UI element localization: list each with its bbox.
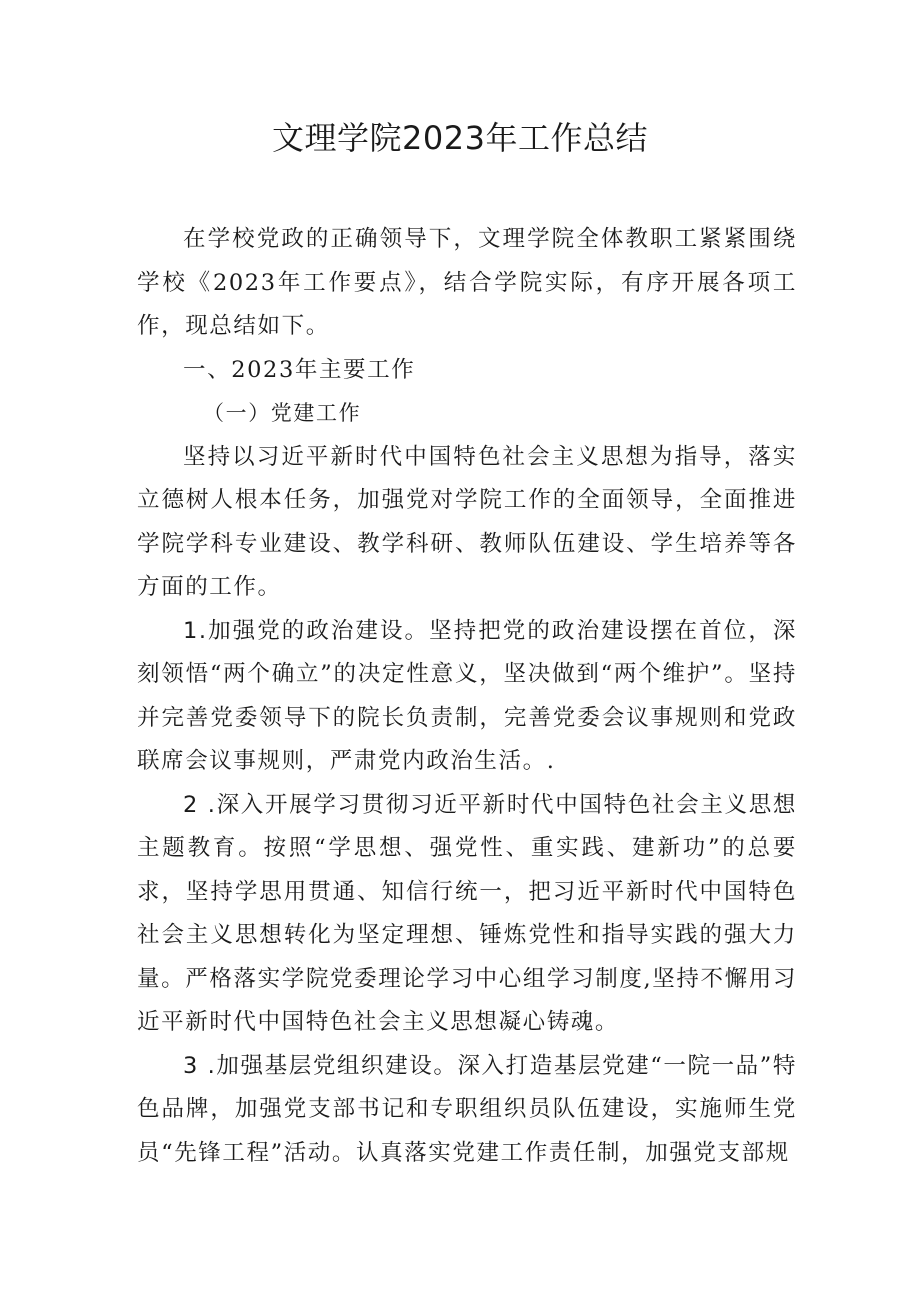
item-text: 按照“学思想、强党性、重实践、建新功”的总要求，坚持学思用贯通、知信行统一，把习近平新时代中国特色社会主义思想转化为坚定理想、锤炼党性和指导实践的强大力量。严格落实学院党委理论学习中心组学习制度,坚持不懈用习近平新时代中国特色社会主义思想凝心铸魂。 [137, 835, 797, 1035]
item-lead: 3 .加强基层党组织建设。 [183, 1052, 458, 1079]
list-item-thematic-education [137, 784, 797, 1045]
intro-paragraph: 在学校党政的正确领导下，文理学院全体教职工紧紧围绕学校《2023年工作要点》，结合学院实际，有序开展各项工作，现总结如下。 [137, 226, 797, 339]
item-lead: 1.加强党的政治建设。 [183, 617, 430, 644]
document-title: 文理学院2023年工作总结 [272, 119, 648, 157]
subsection-heading-party-building: （一）党建工作 [203, 401, 362, 425]
document-body [137, 218, 797, 1175]
item-lead: 2 .深入开展学习贯彻习近平新时代中国特色社会主义思想主题教育。 [137, 791, 797, 861]
section-heading-main-work: 一、2023年主要工作 [183, 356, 416, 383]
list-item-grassroots-organization [137, 1045, 797, 1176]
item-text: 坚持把党的政治建设摆在首位，深刻领悟“两个确立”的决定性意义，坚决做到“两个维护”。坚持并完善党委领导下的院长负责制，完善党委会议事规则和党政联席会议事规则，严肃党内政治生活。. [137, 617, 797, 774]
list-item-political-construction [137, 610, 797, 784]
subsection-intro-paragraph: 坚持以习近平新时代中国特色社会主义思想为指导，落实立德树人根本任务，加强党对学院工作的全面领导，全面推进学院学科专业建设、教学科研、教师队伍建设、学生培养等各方面的工作。 [137, 443, 797, 600]
item-text: 深入打造基层党建“一院一品”特色品牌，加强党支部书记和专职组织员队伍建设，实施师生党员“先锋工程”活动。认真落实党建工作责任制，加强党支部规 [137, 1052, 797, 1166]
